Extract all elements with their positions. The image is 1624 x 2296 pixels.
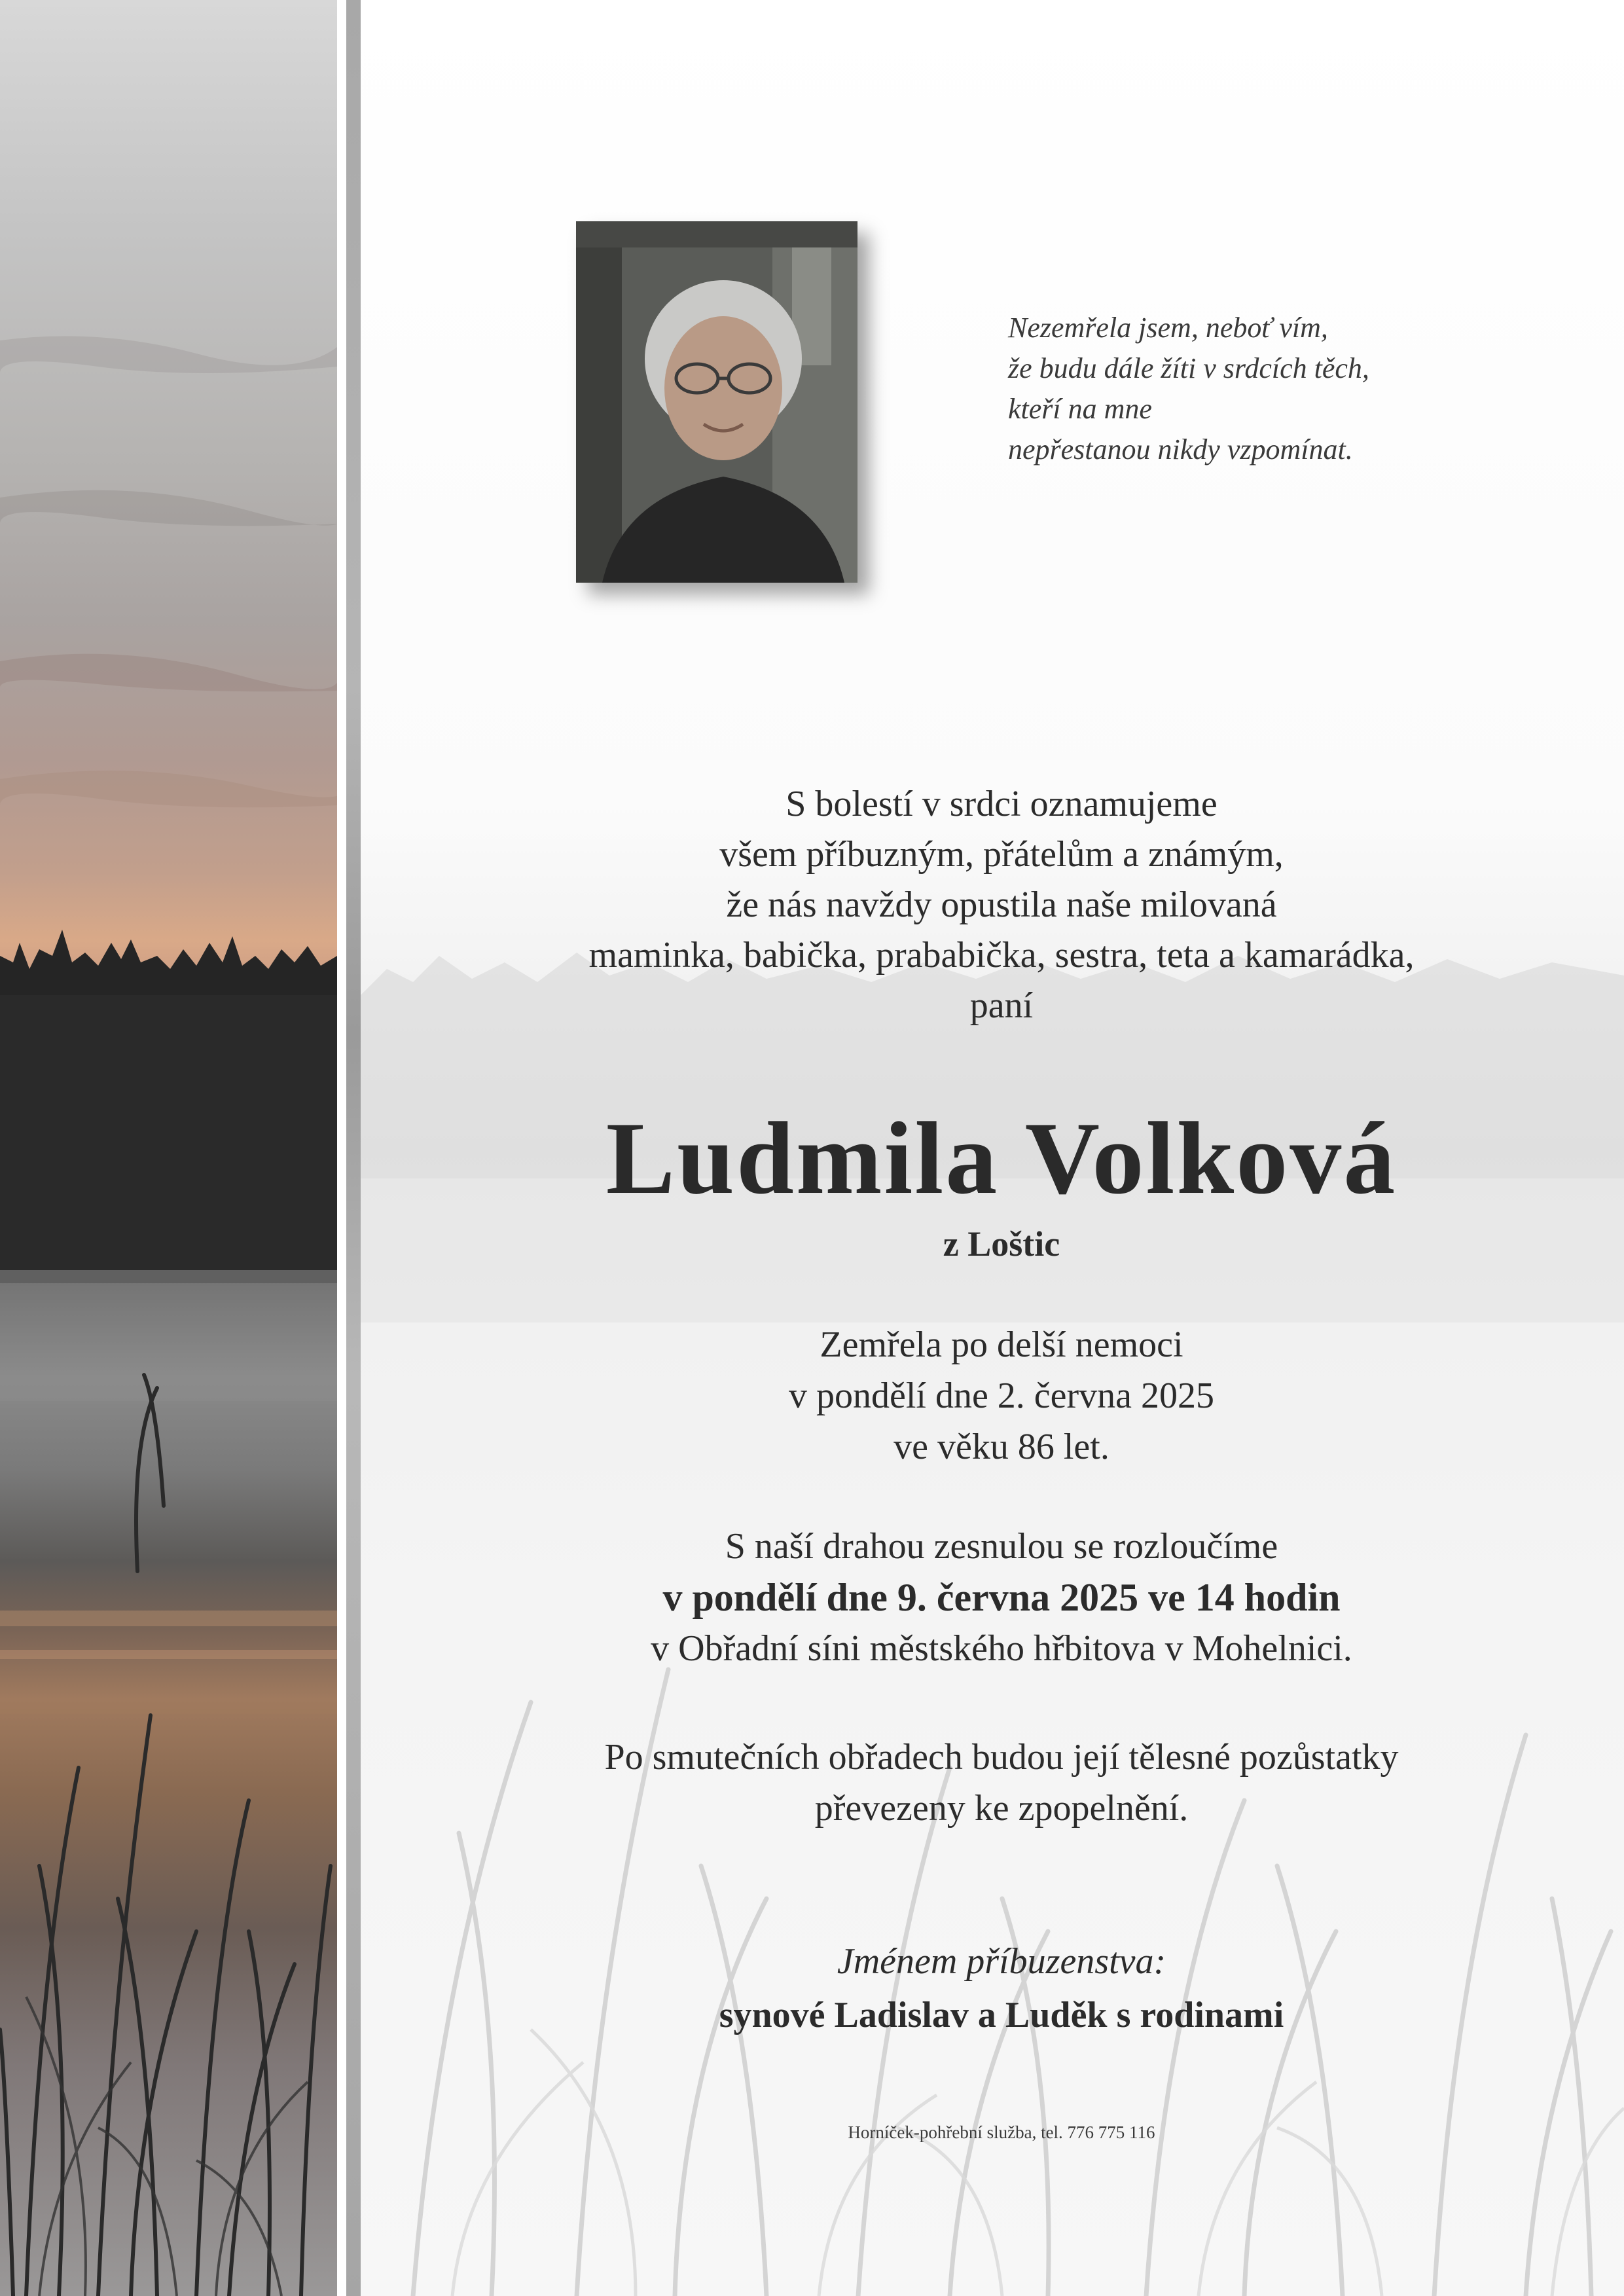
deceased-origin: z Loštic bbox=[943, 1224, 1060, 1264]
deceased-name: Ludmila Volková bbox=[605, 1101, 1398, 1216]
quote-line: že budu dále žíti v srdcích těch, bbox=[1008, 352, 1369, 384]
ceremony-intro: S naší drahou zesnulou se rozloučíme bbox=[725, 1526, 1278, 1567]
gray-divider-bar bbox=[346, 0, 361, 2296]
lake-landscape-illustration bbox=[0, 0, 337, 2296]
announcement-line: maminka, babička, prababička, sestra, teta a kamarádka, bbox=[588, 935, 1415, 975]
death-detail-line: Zemřela po delší nemoci bbox=[820, 1324, 1183, 1365]
death-detail-line: ve věku 86 let. bbox=[893, 1427, 1110, 1467]
family-signature bbox=[484, 1935, 1519, 2042]
white-divider-gap bbox=[337, 0, 346, 2296]
sunset-lake-photo-strip bbox=[0, 0, 337, 2296]
cremation-line: převezeny ke zpopelnění. bbox=[814, 1788, 1189, 1829]
ceremony-place: v Obřadní síni městského hřbitova v Mohelnici. bbox=[651, 1628, 1352, 1669]
death-details bbox=[484, 1319, 1519, 1472]
death-detail-line: v pondělí dne 2. června 2025 bbox=[788, 1376, 1215, 1416]
announcement-line: že nás navždy opustila naše milovaná bbox=[726, 884, 1277, 925]
quote-line: nepřestanou nikdy vzpomínat. bbox=[1008, 433, 1353, 465]
ceremony-datetime: v pondělí dne 9. června 2025 ve 14 hodin bbox=[662, 1576, 1341, 1619]
announcement-line: paní bbox=[969, 985, 1034, 1026]
memorial-quote bbox=[1008, 308, 1506, 470]
family-intro: Jménem příbuzenstva: bbox=[837, 1941, 1166, 1982]
quote-line: Nezemřela jsem, neboť vím, bbox=[1008, 312, 1328, 344]
farewell-ceremony bbox=[484, 1521, 1519, 1674]
quote-line: kteří na mne bbox=[1008, 393, 1152, 425]
announcement-line: S bolestí v srdci oznamujeme bbox=[785, 784, 1218, 824]
announcement-text bbox=[484, 779, 1519, 1031]
announcement-line: všem příbuzným, přátelům a známým, bbox=[719, 834, 1284, 875]
family-names: synové Ladislav a Luděk s rodinami bbox=[719, 1995, 1284, 2035]
portrait-image bbox=[576, 221, 857, 583]
funeral-service-footer: Horníček-pohřební služba, tel. 776 775 116 bbox=[848, 2123, 1155, 2142]
cremation-note bbox=[484, 1732, 1519, 1834]
cremation-line: Po smutečních obřadech budou její tělesné pozůstatky bbox=[604, 1737, 1399, 1777]
portrait-photo bbox=[576, 221, 857, 583]
